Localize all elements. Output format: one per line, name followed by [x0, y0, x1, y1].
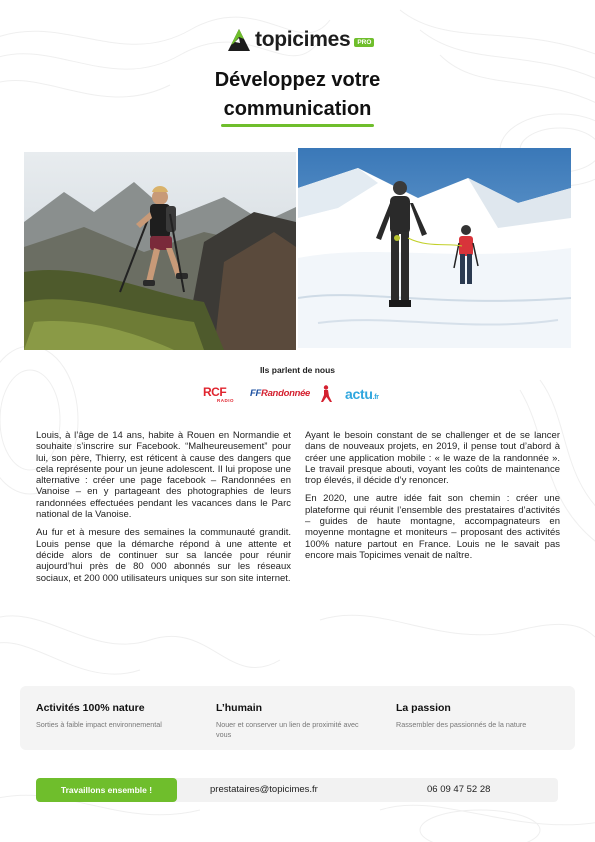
title-line-1: Développez votre: [214, 69, 381, 91]
feature-title: Activités 100% nature: [36, 702, 145, 714]
story-paragraph: Au fur et à mesure des semaines la communauté grandit. Louis pense que la démarche répond à une attente et décide alors de continuer sur sa lancée pour réunir aujourd’hui près de 80 000 abonnés sur les réseaux sociaux, et 200 000 utilisateurs uniques sur son site internet.: [36, 527, 291, 584]
brand-name: topicimes: [255, 28, 351, 51]
feature-passion: [396, 702, 551, 730]
rcf-logo: [203, 386, 234, 403]
feature-title: L’humain: [216, 702, 263, 714]
feature-description: Sorties à faible impact environnemental: [36, 720, 162, 729]
actu-name: actu: [345, 386, 373, 402]
actu-suffix: .fr: [372, 394, 379, 401]
title-line-2: [224, 95, 372, 124]
work-together-button[interactable]: Travaillons ensemble !: [36, 778, 177, 802]
story-column-right: [305, 430, 560, 568]
story-paragraph: Ayant le besoin constant de se challenger et de se lancer dans de nouveaux projets, en 2019, il pense tout d’abord à créer une application mobile : « le waze de la randonnée ». Le travail presque abouti, voyant les coûts de maintenance trop élevés, il décide d’y renoncer.: [305, 430, 560, 487]
features-panel: [20, 686, 575, 750]
hiker-ridge-photo: [24, 152, 296, 350]
title-underline: [221, 124, 375, 127]
hiker-icon: [319, 385, 333, 403]
email-link[interactable]: prestataires@topicimes.fr: [210, 784, 318, 795]
rcf-logo-sub: RADIO: [217, 398, 234, 403]
feature-description: Rassembler des passionnés de la nature: [396, 720, 527, 729]
rcf-logo-text: RCF: [203, 385, 227, 399]
actu-logo: [345, 386, 379, 402]
mountaineers-snow-photo: [298, 148, 571, 348]
page-title: [0, 66, 595, 124]
title-line-2-text: communication: [223, 98, 372, 120]
feature-description: Nouer et conserver un lien de proximité avec vous: [216, 720, 359, 739]
press-heading: Ils parlent de nous: [259, 365, 336, 375]
ffr-name: Randonnée: [261, 388, 311, 399]
ffrandonnee-logo: [250, 388, 310, 399]
mountain-logo-icon: [226, 27, 252, 53]
feature-nature: [36, 702, 191, 730]
feature-title: La passion: [396, 702, 451, 714]
contact-bar: [36, 778, 558, 802]
pro-badge: PRO: [354, 38, 374, 47]
brand-logo: [226, 26, 374, 54]
phone-number: 06 09 47 52 28: [427, 784, 491, 795]
feature-human: [216, 702, 371, 739]
story-paragraph: Louis, à l’âge de 14 ans, habite à Rouen en Normandie et souhaite s’inscrire sur Facebook. “Malheureusement” pour lui, son père, Thierry, est réticent à cause des dangers que cela représente pour un jeune adolescent. Il lui propose une alternative : créer une page facebook – Randonnées en Vanoise – en y partageant des photographies de leurs randonnées effectuées pendant les vacances dans le Parc national de la Vanoise.: [36, 430, 291, 521]
story-paragraph: En 2020, une autre idée fait son chemin : créer une plateforme qui réunit l’ensemble des prestataires d’activités – guides de haute montagne, accompagnateurs en moyenne montagne et moniteurs – proposant des activités 100% nature partout en France. Louis ne le savait pas encore mais Topicimes venait de naître.: [305, 493, 560, 561]
story-column-left: [36, 430, 291, 591]
ffr-prefix: FF: [250, 388, 262, 399]
